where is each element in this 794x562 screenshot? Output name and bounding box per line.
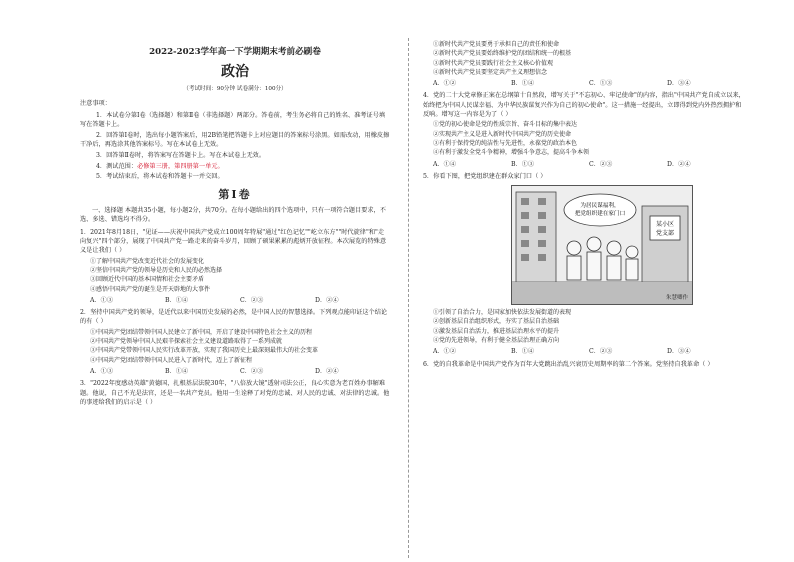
exam-title: 2022-2023学年高一下学期期末考前必刷卷 [149,47,321,57]
range-highlight: 必修第三册，第四册第一单元。 [137,162,224,170]
cartoon-bubble-text-2: 把党组织建在家门口 [574,211,626,218]
question-option: ④新时代共产党员要坚定共产主义理想信念 [433,68,548,76]
question-option: ④中国共产党团结带领中国人民进入了新时代，迈上了新征程 [90,356,253,364]
question-6-stem: 6．党的自我革命是中国共产党作为百年大党跳出治乱兴衰历史周期率的第二个答案。党坚持自我革命（ ） [423,360,714,368]
question-option: ①了解中国共产党改变近代社会的发展变化 [90,257,205,265]
question-5 [423,172,745,357]
question-option: ③新时代共产党员要践行社会主义核心价值观 [433,59,554,67]
cartoon-caption: 朱慧卿作 [665,294,688,301]
subject-title: 政治 [221,63,249,80]
notes-heading: 注意事项： [80,100,111,108]
question-option: ①党的初心使命是党的性质宗旨、奋斗目标的集中表达 [433,121,578,129]
question-option: ④有利于激发全党斗争精神，增强斗争意志，提高斗争本领 [433,149,590,157]
question-1 [80,228,390,305]
choice-a: A．①④ [433,160,457,168]
note-item: 1．本试卷分第Ⅰ卷（选择题）和第Ⅱ卷（非选择题）两部分。答卷前，考生务必将自己的姓名、准考证号填写在答题卡上。 [80,111,386,128]
choice-c: C．②③ [240,296,264,304]
part1-title: 第Ⅰ卷 [218,187,252,201]
choice-a: A．①③ [90,367,114,375]
choice-d: D．②④ [667,160,691,168]
choice-c: C．②③ [240,367,264,375]
question-option: ③有利于保持党的纯洁性与先进性，永葆党的政治本色 [433,139,578,147]
answer-choices [90,367,390,376]
question-2 [80,308,390,376]
choice-c: C．②③ [589,160,613,168]
cartoon-sign-text-2: 党支部 [655,230,675,238]
question-option: ①新时代共产党员要勇于承担自己的责任和使命 [433,41,560,48]
question-4 [423,91,745,168]
question-3-options [423,40,745,88]
choice-d: D．③④ [667,80,691,88]
answer-choices [433,79,745,88]
note-item: 3．回答第Ⅱ卷时，将答案写在答题卡上。写在本试卷上无效。 [96,151,266,159]
choice-b: B．①③ [511,160,535,168]
choice-c: C．①③ [589,80,613,88]
question-option: ②新时代共产党员要始终维护党的团结和统一的根基 [433,50,572,58]
part1-instruction: 一、选择题 本题共35小题，每小题2分，共70分。在每小题给出的四个选项中，只有一项符合题目要求，不选、多选、错选均不得分。 [80,207,386,224]
answer-choices [433,160,745,169]
choice-a: A．①② [433,80,457,88]
range-label: 4．测试范围： [96,162,138,170]
question-3-stem-start [80,379,390,407]
choice-d: D．③④ [667,348,691,356]
note-item-range [80,162,390,171]
cartoon-illustration [511,185,693,305]
answer-choices [90,296,390,305]
cartoon-sign-text-1: 某小区 [655,221,675,229]
question-option: ④感悟中国共产党的诞生是开天辟地的大事件 [90,285,211,293]
question-option: ③中国共产党带领中国人民实行改革开放，实现了我国历史上最深刻最伟大的社会变革 [90,347,319,355]
choice-b: B．①④ [165,367,189,375]
question-stem: 4．党的二十大党章修正案在总纲第十自然段，增写关于"不忘初心、牢记使命"的内容，指出"中国共产党自成立以来，始终把为中国人民谋幸福、为中华民族谋复兴作为自己的初心使命"。这一措施一经提出，立即得到党内外热烈拥护和反响。增写这一内容是为了（ ） [423,92,745,119]
note-item: 2．回答第Ⅰ卷时，选出每小题答案后，用2B铅笔把答题卡上对应题目的答案标号涂黑。如需改动，用橡皮擦干净后，再选涂其他答案标号。写在本试卷上无效。 [80,131,390,148]
question-stem: 2．坚持中国共产党的领导，是近代以来中国历史发展的必然，是中国人民的智慧选择。下列观点能印证这个结论的有（ ） [80,309,388,326]
question-stem: 3．"2022年度感动英雄"黄德国，扎根基层法院30年，"八倍放大镜"透射司法公正，良心实意为老百姓办事解难题。他说，自己不光是法官，还是一名共产党员。他用一生诠释了对党的忠诚、对人民的忠诚、对法律的忠诚。他的事迹给我们的启示是（ ） [80,380,390,406]
choice-b: B．①④ [511,348,535,356]
note-item: 5．考试结束后，将本试卷和答题卡一并交回。 [96,173,224,181]
choice-d: D．②④ [315,367,339,375]
choice-c: C．②③ [589,348,613,356]
question-option: ②中国共产党领导中国人民艰辛探索社会主义建设道路取得了一系列成就 [90,338,283,346]
right-column [423,40,745,370]
answer-choices [433,347,745,356]
exam-info: （考试时间：90分钟 试卷满分：100分） [183,85,287,92]
choice-d: D．②④ [315,296,339,304]
choice-a: A．①③ [90,296,114,304]
question-stem: 1．2021年8月18日，"见证——庆祝中国共产党成立100周年特展"通过"红色记忆""屹立东方""时代旋律"和"走向复兴"四个部分，展现了中国共产党一路走来的奋斗岁月，回顾了硕果累累的彪炳开放征程。本次展览的特殊意义是让我们（ ） [80,228,387,255]
question-stem: 5．你看下图，把党组织建在群众家门口（ ） [423,172,547,180]
choice-b: B．①④ [511,80,535,88]
question-option: ②创新基层自治组织形式，夯实了基层自治基础 [433,318,560,326]
question-option: ①引领了自治合力，是国家加快依法发展街道的表现 [433,309,572,317]
left-column [80,40,390,408]
question-option: ①中国共产党团结带领中国人民建立了新中国，开启了建设中国特色社会主义的历程 [90,328,313,336]
question-option: ③激发基层自治活力，推进基层治理水平的提升 [433,327,560,335]
cartoon-drawing [512,186,692,304]
column-divider [408,38,409,558]
choice-a: A．①② [433,348,457,356]
question-option: ②实现共产主义是进入新时代中国共产党的历史使命 [433,130,572,138]
question-option: ③回顾近代中国的基本国情和社会主要矛盾 [90,276,205,284]
question-option: ②坚信中国共产党的领导是历史和人民的必然选择 [90,266,223,274]
choice-b: B．①④ [165,296,189,304]
cartoon-bubble-text-1: 为居民谋福利， [580,203,620,210]
question-option: ④党的先进领导，有利于健全基层治理正确方向 [433,337,560,345]
